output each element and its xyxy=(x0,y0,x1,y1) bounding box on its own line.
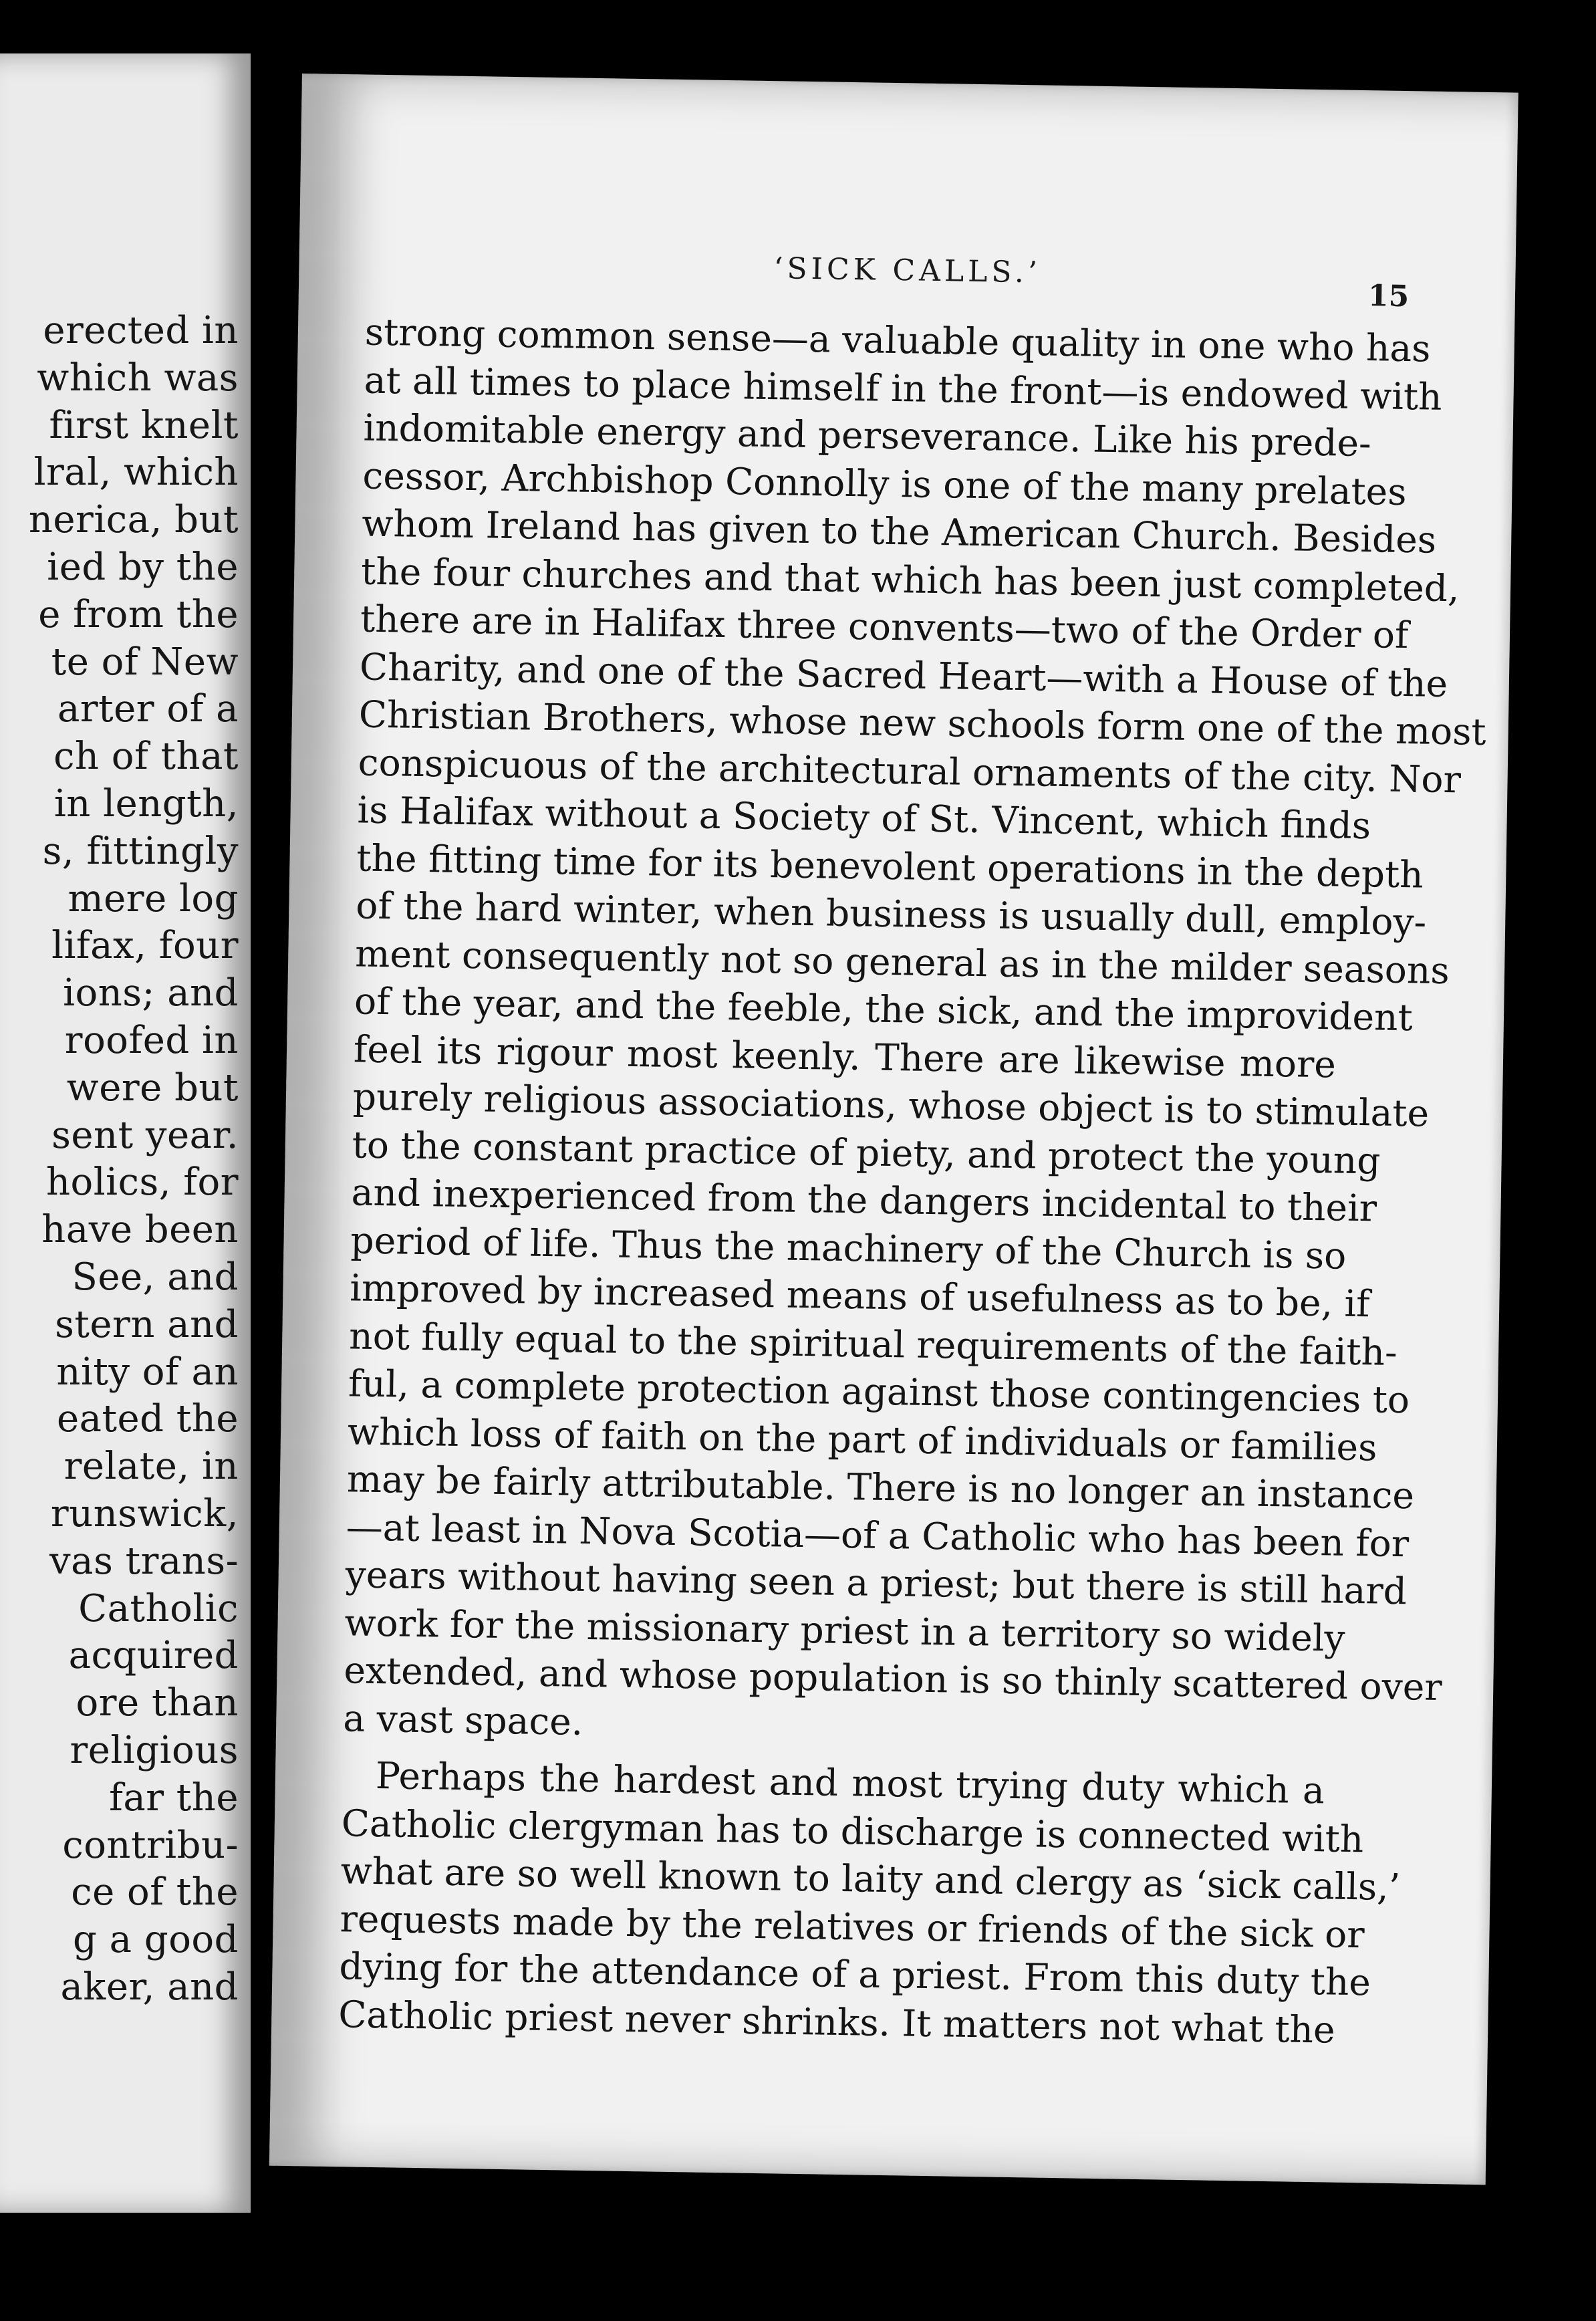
left-page-line: in length, xyxy=(53,781,239,826)
paragraph-1 xyxy=(342,309,1487,1758)
left-page-line: lral, which xyxy=(33,451,239,495)
left-page-line: mere log xyxy=(68,876,239,921)
left-page-line: roofed in xyxy=(64,1018,239,1062)
left-page-line: g a good xyxy=(73,1918,239,1962)
left-page-line: have been xyxy=(41,1208,239,1252)
left-page-text xyxy=(29,308,239,2011)
text-line: extended, and whose population is so thinly scattered over xyxy=(343,1648,1443,1709)
running-head: ‘SICK CALLS.’ xyxy=(773,251,1042,290)
text-line: what are so well known to laity and clergy as ‘sick calls,’ xyxy=(340,1849,1401,1909)
left-page-line: acquired xyxy=(68,1634,239,1678)
text-line: the four churches and that which has been just completed, xyxy=(360,549,1460,610)
text-line: may be fairly attributable. There is no longer an instance xyxy=(346,1457,1415,1517)
text-line: of the hard winter, when business is usually dull, employ- xyxy=(355,884,1427,944)
left-page-line: arter of a xyxy=(57,687,239,731)
left-page-line: holics, for xyxy=(45,1160,239,1205)
text-line: requests made by the relatives or friends of the sick or xyxy=(340,1897,1365,1956)
text-line: years without having seen a priest; but there is still hard xyxy=(345,1553,1408,1613)
text-line: Catholic priest never shrinks. It matters not what the xyxy=(338,1992,1336,2052)
left-page-line: e from the xyxy=(38,592,239,636)
text-line: conspicuous of the architectural ornaments of the city. Nor xyxy=(358,740,1462,801)
left-page-line: s, fittingly xyxy=(42,829,239,873)
left-page-line: which was xyxy=(37,356,239,400)
left-page-line: aker, and xyxy=(60,1965,239,2009)
left-page-line: ce of the xyxy=(71,1870,239,1915)
text-line: Charity, and one of the Sacred Heart—with a House of the xyxy=(359,644,1448,705)
text-line: Christian Brothers, whose new schools form one of the most xyxy=(358,693,1487,753)
text-line: ment consequently not so general as in the milder seasons xyxy=(354,931,1450,992)
text-line: at all times to place himself in the front—is endowed with xyxy=(364,358,1442,418)
left-page-line: runswick, xyxy=(50,1491,239,1536)
left-page-line: contribu- xyxy=(62,1823,239,1867)
left-page-line: vas trans- xyxy=(49,1539,239,1583)
text-line: a vast space. xyxy=(342,1696,583,1743)
left-page-line: ied by the xyxy=(47,545,239,589)
text-line: cessor, Archbishop Connolly is one of the many prelates xyxy=(362,454,1407,513)
left-page-line: religious xyxy=(70,1728,239,1772)
left-page-line: nity of an xyxy=(56,1350,239,1394)
left-page-line: were but xyxy=(66,1066,239,1110)
paragraph-2 xyxy=(338,1751,1401,2054)
text-line: Perhaps the hardest and most trying duty which a xyxy=(375,1754,1325,1812)
page-number: 15 xyxy=(1367,279,1410,314)
text-line: the fitting time for its benevolent operations in the depth xyxy=(356,836,1424,896)
left-page-line: lifax, four xyxy=(51,924,239,968)
text-line: period of life. Thus the machinery of the Church is so xyxy=(350,1218,1347,1277)
text-line: Catholic clergyman has to discharge is connected with xyxy=(341,1801,1364,1860)
left-page-line: erected in xyxy=(43,309,239,352)
left-page-line: ch of that xyxy=(53,735,239,779)
left-page-line: See, and xyxy=(72,1255,239,1299)
text-line: is Halifax without a Society of St. Vincent, which finds xyxy=(357,788,1371,848)
left-page-line: sent year. xyxy=(51,1113,239,1157)
left-page-line: far the xyxy=(109,1776,239,1820)
text-line: —at least in Nova Scotia—of a Catholic who has been for xyxy=(346,1505,1410,1565)
left-page-line: nerica, but xyxy=(28,498,239,542)
text-line: whom Ireland has given to the American Church. Besides xyxy=(361,501,1437,562)
left-page-line: ore than xyxy=(76,1681,239,1725)
right-main-page xyxy=(269,74,1518,2185)
text-line: improved by increased means of usefulness as to be, if xyxy=(349,1266,1371,1326)
left-page-line: first knelt xyxy=(49,403,239,447)
left-page-line: relate, in xyxy=(63,1445,239,1489)
text-line: strong common sense—a valuable quality in one who has xyxy=(364,310,1431,370)
text-line: and inexperienced from the dangers incidental to their xyxy=(351,1171,1377,1230)
text-line: dying for the attendance of a priest. From this duty the xyxy=(339,1945,1371,2004)
left-page-line: eated the xyxy=(56,1397,239,1441)
text-line: work for the missionary priest in a territory so widely xyxy=(344,1600,1345,1660)
text-line: which loss of faith on the part of individuals or families xyxy=(347,1409,1377,1469)
text-line: feel its rigour most keenly. There are likewise more xyxy=(353,1027,1337,1086)
text-line: ful, a complete protection against those contingencies to xyxy=(348,1362,1410,1422)
left-page-line: stern and xyxy=(55,1302,239,1346)
text-line: not fully equal to the spiritual requirements of the faith- xyxy=(348,1314,1398,1374)
text-line: to the constant practice of piety, and protect the young xyxy=(352,1122,1381,1183)
left-page-line: te of New xyxy=(51,640,239,684)
page-body-text xyxy=(338,309,1487,2054)
left-facing-page xyxy=(0,53,251,2213)
left-page-line: ions; and xyxy=(63,971,239,1015)
text-line: of the year, and the feeble, the sick, and the improvident xyxy=(354,979,1414,1040)
text-line: there are in Halifax three convents—two of the Order of xyxy=(360,597,1409,657)
text-line: purely religious associations, whose object is to stimulate xyxy=(352,1075,1430,1135)
left-page-line: Catholic xyxy=(78,1586,239,1630)
text-line: indomitable energy and perseverance. Like his prede- xyxy=(363,406,1372,465)
